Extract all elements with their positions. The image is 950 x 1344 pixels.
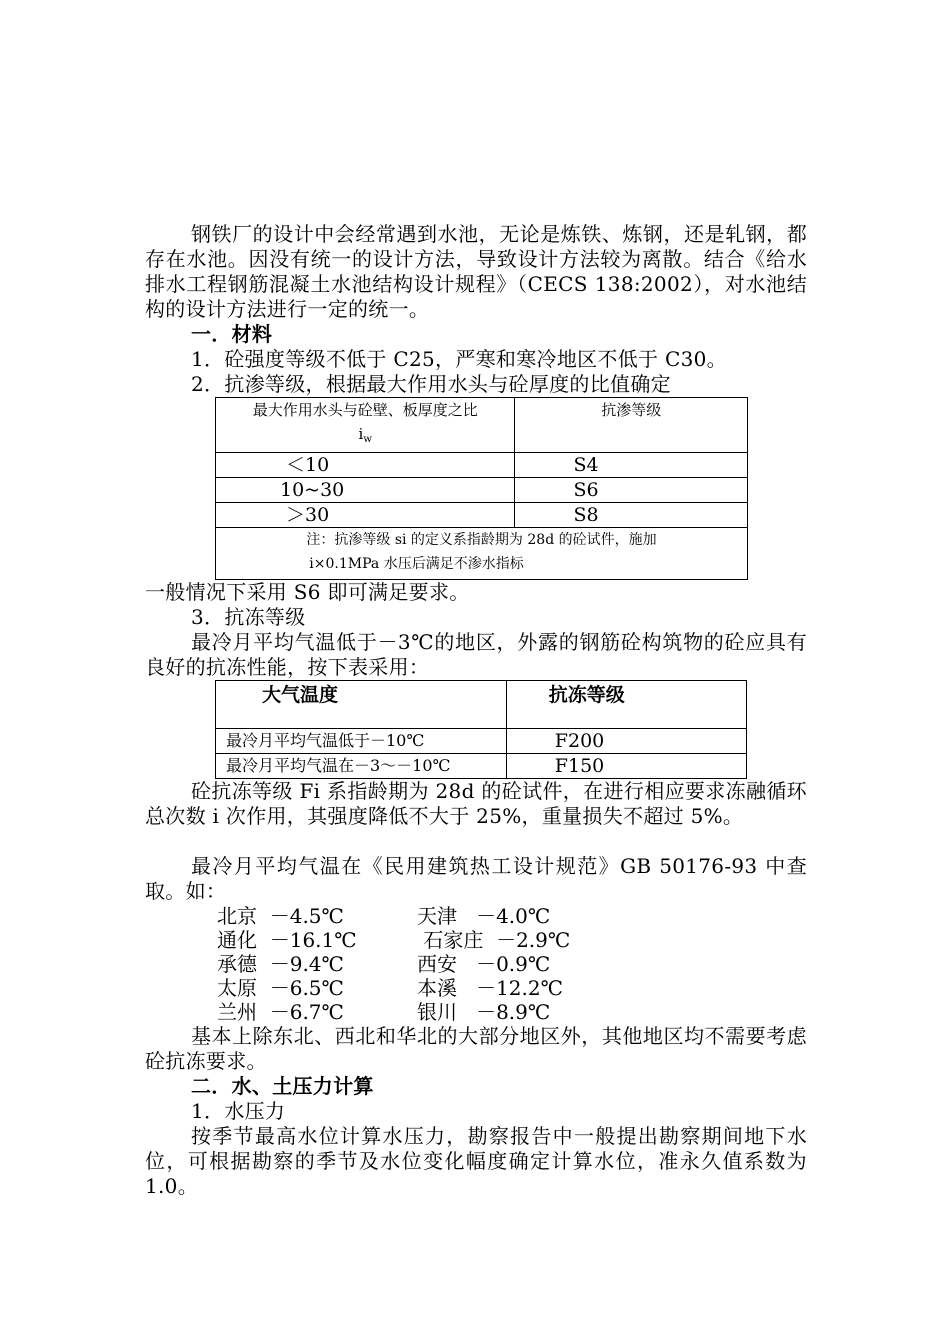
item-water-pressure: 1．水压力 [191,1099,286,1123]
temp-cell: 最冷月平均气温在－3～－10℃ [216,754,507,779]
impermeability-table-header-grade: 抗渗等级 [515,398,748,453]
table-row [216,478,748,503]
city-temp: 本溪 －12.2℃ [417,976,563,1000]
note-line-2: i×0.1MPa 水压后满足不渗水指标 [309,556,524,572]
city-temp: 通化 －16.1℃ [217,928,357,952]
after-table-text: 一般情况下采用 S6 即可满足要求。 [145,580,470,604]
impermeability-table-header-ratio [216,398,515,453]
city-temp: 兰州 －6.7℃ [217,1000,344,1024]
item-frost-resistance: 3．抗冻等级 [191,605,306,629]
frost-table-header-temp: 大气温度 [216,681,507,729]
header-ratio-subscript: w [363,434,372,445]
list-item [217,1000,807,1024]
ratio-cell: 10~30 [216,478,515,503]
item-concrete-strength: 1．砼强度等级不低于 C25，严寒和寒冷地区不低于 C30。 [191,347,727,371]
frost-definition-paragraph: 砼抗冻等级 Fi 系指龄期为 28d 的砼试件，在进行相应要求冻融循环总次数 i 次作用，其强度降低不大于 25%，重量损失不超过 5%。 [145,779,807,828]
impermeability-table [215,397,748,580]
section-heading-pressure: 二．水、土压力计算 [191,1074,374,1098]
city-temp: 西安 －0.9℃ [417,952,551,976]
city-temp: 北京 －4.5℃ [217,904,344,928]
frost-table-header-grade: 抗冻等级 [506,681,746,729]
temp-cell: 最冷月平均气温低于－10℃ [216,729,507,754]
grade-cell: F200 [506,729,746,754]
list-item [217,904,807,928]
grade-cell: S4 [515,453,748,478]
frost-intro-paragraph: 最冷月平均气温低于－3℃的地区，外露的钢筋砼构筑物的砼应具有良好的抗冻性能，按下表采用： [145,630,807,679]
city-temp: 银川 －8.9℃ [417,1000,551,1024]
ratio-cell: ＜10 [216,453,515,478]
frost-table [215,680,747,779]
city-temperature-list [217,904,807,1024]
intro-paragraph: 钢铁厂的设计中会经常遇到水池，无论是炼铁、炼钢，还是轧钢，都存在水池。因没有统一的设计方法，导致设计方法较为离散。结合《给水排水工程钢筋混凝土水池结构设计规程》（CECS 138:2002），对水池结构的设计方法进行一定的统一。 [145,222,807,321]
item-impermeability: 2．抗渗等级，根据最大作用水头与砼厚度的比值确定 [191,372,671,396]
document-body [145,222,807,1199]
table-row [216,729,747,754]
header-ratio-symbol: i [358,425,364,443]
list-item [217,952,807,976]
list-item [217,928,807,952]
section-heading-materials: 一．材料 [191,322,273,346]
grade-cell: S6 [515,478,748,503]
note-line-1: 注：抗渗等级 si 的定义系指龄期为 28d 的砼试件，施加 [306,532,657,548]
table-row [216,754,747,779]
water-pressure-paragraph: 按季节最高水位计算水压力，勘察报告中一般提出勘察期间地下水位，可根据勘察的季节及水位变化幅度确定计算水位，准永久值系数为 1.0。 [145,1124,807,1198]
city-temp: 石家庄 －2.9℃ [417,928,571,952]
grade-cell: S8 [515,503,748,528]
climate-reference-paragraph: 最冷月平均气温在《民用建筑热工设计规范》GB 50176-93 中查取。如： [145,854,807,903]
city-temp: 太原 －6.5℃ [217,976,344,1000]
ratio-cell: ＞30 [216,503,515,528]
header-ratio-text: 最大作用水头与砼壁、板厚度之比 [252,401,478,419]
grade-cell: F150 [506,754,746,779]
table-row [216,453,748,478]
city-temp: 天津 －4.0℃ [417,904,551,928]
table-row [216,503,748,528]
city-temp: 承德 －9.4℃ [217,952,344,976]
impermeability-table-note [216,528,748,580]
list-item [217,976,807,1000]
conclusion-paragraph: 基本上除东北、西北和华北的大部分地区外，其他地区均不需要考虑砼抗冻要求。 [145,1024,807,1073]
